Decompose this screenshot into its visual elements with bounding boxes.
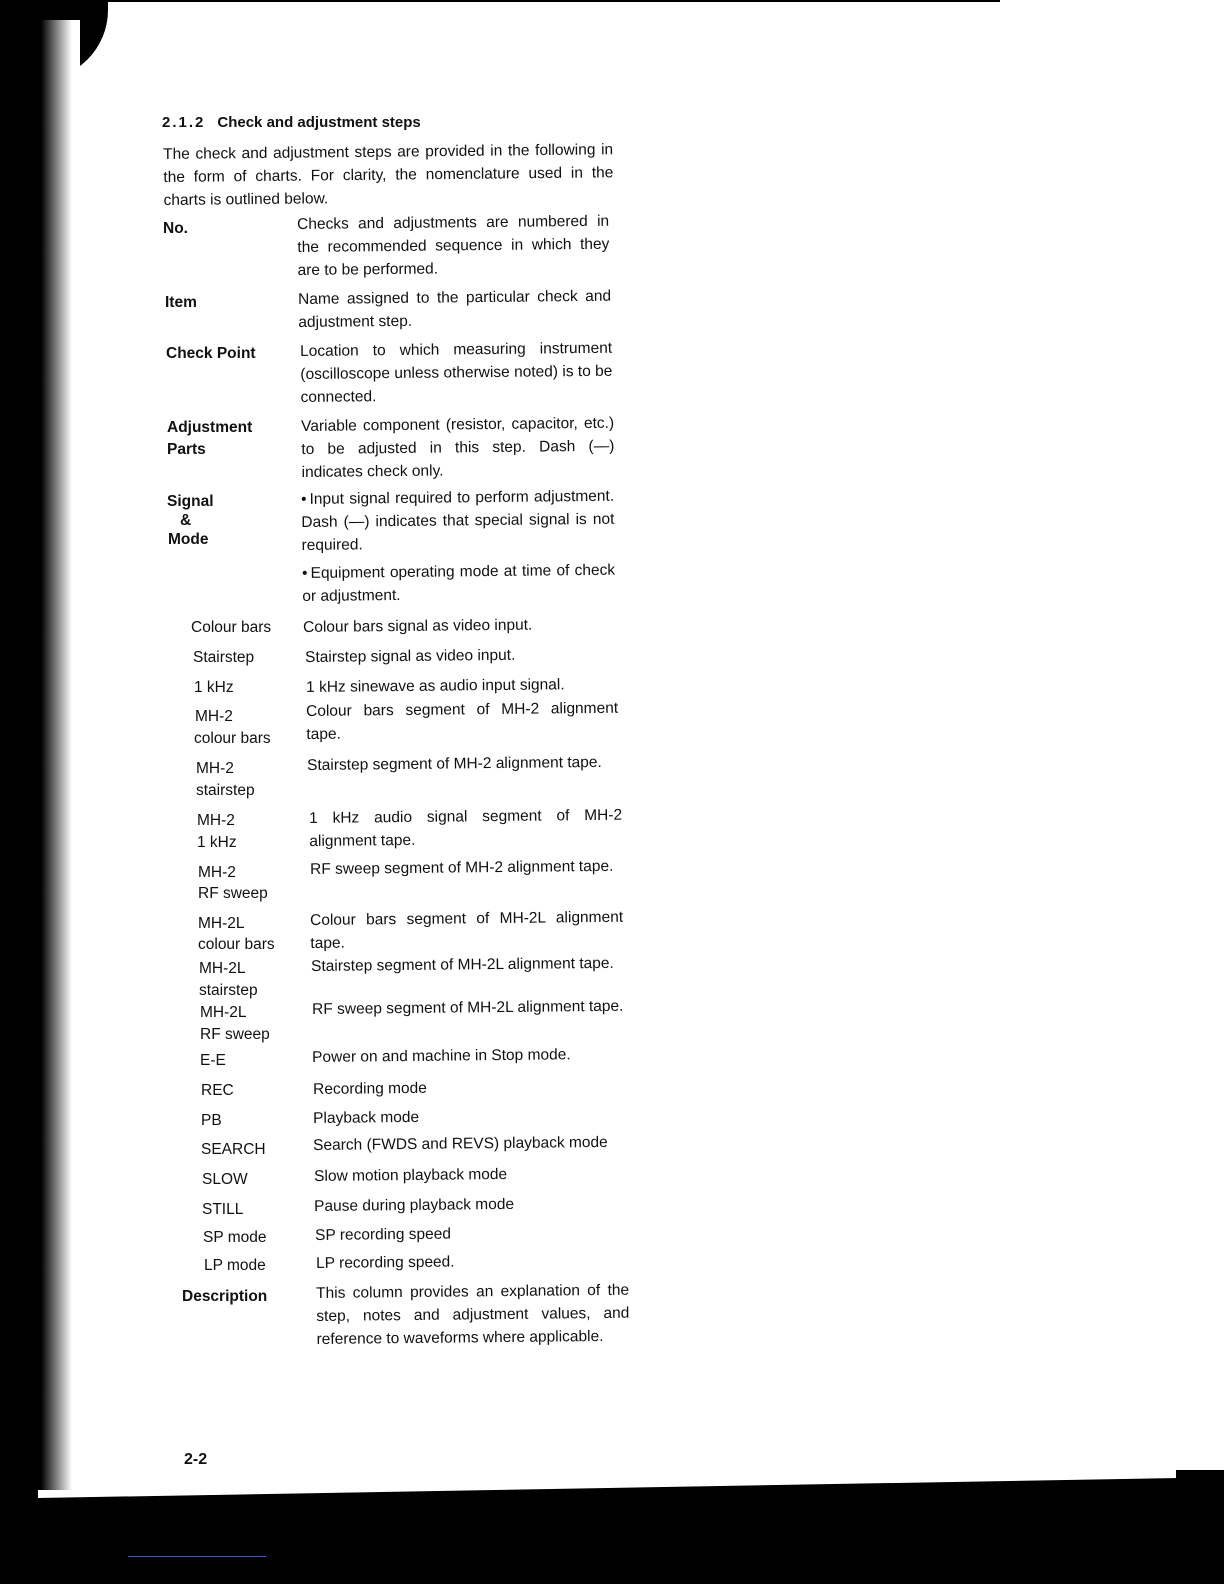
term-signal-bullet-2: • Equipment operating mode at time of check or adjustment. xyxy=(302,559,615,608)
section-number: 2.1.2 xyxy=(162,114,206,131)
mode-name: SP mode xyxy=(203,1229,267,1246)
term-signal-bullet-1: • Input signal required to perform adjustment. Dash (—) indicates that special signal is not required. xyxy=(301,485,615,557)
scan-border-left xyxy=(38,20,80,1490)
mode-name: MH-2 xyxy=(196,760,234,777)
mode-desc: Playback mode xyxy=(313,1108,420,1127)
term-description-label: Description xyxy=(182,1288,268,1305)
term-item-label: Item xyxy=(165,294,197,311)
term-mode-label: Mode xyxy=(168,531,209,548)
intro-paragraph: The check and adjustment steps are provided in the following in the form of charts. For clarity, the nomenclature used in the charts is outlined below. xyxy=(163,141,614,209)
term-description-desc: This column provides an explanation of the step, notes and adjustment values, and reference to waveforms where applicable. xyxy=(316,1281,630,1348)
mode-desc: Pause during playback mode xyxy=(314,1195,515,1215)
mode-name-line-2: colour bars xyxy=(198,936,275,953)
mode-name: MH-2L xyxy=(198,915,245,932)
term-check-point-desc: Location to which measuring instrument (oscilloscope unless otherwise noted) is to be connected. xyxy=(300,339,613,406)
term-no-label: No. xyxy=(163,220,188,237)
scan-border-top xyxy=(0,0,1000,2)
mode-name: 1 kHz xyxy=(194,679,234,696)
mode-name-line-2: RF sweep xyxy=(200,1026,270,1043)
page-number: 2-2 xyxy=(184,1451,208,1468)
mode-desc: 1 kHz sinewave as audio input signal. xyxy=(306,676,565,696)
term-adjustment-parts-desc: Variable component (resistor, capacitor, etc.) to be adjusted in this step. Dash (—) indicates check only. xyxy=(301,414,615,481)
mode-name: Stairstep xyxy=(193,649,255,666)
mode-name: PB xyxy=(201,1112,222,1129)
term-adjustment-parts-label-1: Adjustment xyxy=(167,419,253,436)
mode-name-line-2: stairstep xyxy=(199,982,258,999)
term-check-point-label: Check Point xyxy=(166,345,256,362)
mode-desc: Search (FWDS and REVS) playback mode xyxy=(313,1133,608,1154)
mode-name: STILL xyxy=(202,1201,244,1218)
scan-border-right xyxy=(1176,1470,1224,1584)
section-title: Check and adjustment steps xyxy=(217,114,421,131)
term-item-desc: Name assigned to the particular check and adjustment step. xyxy=(298,287,612,331)
section-heading xyxy=(162,114,421,131)
mode-name-line-2: 1 kHz xyxy=(197,834,237,851)
mode-name: LP mode xyxy=(204,1257,266,1274)
mode-desc: Slow motion playback mode xyxy=(314,1165,508,1185)
term-no-desc: Checks and adjustments are numbered in the recommended sequence in which they are to be performed. xyxy=(297,212,610,279)
mode-name: MH-2L xyxy=(199,960,246,977)
mode-desc: RF sweep segment of MH-2 alignment tape. xyxy=(310,857,614,878)
mode-name: MH-2 xyxy=(197,812,235,829)
mode-desc: Power on and machine in Stop mode. xyxy=(312,1046,571,1066)
mode-desc: RF sweep segment of MH-2L alignment tape. xyxy=(312,997,624,1018)
mode-desc: Stairstep segment of MH-2 alignment tape. xyxy=(307,753,602,774)
mode-desc: Colour bars segment of MH-2 alignment tape. xyxy=(306,699,619,743)
mode-name: Colour bars xyxy=(191,619,272,636)
mode-name-line-2: colour bars xyxy=(194,730,271,747)
mode-name: REC xyxy=(201,1082,234,1099)
term-ampersand-label: & xyxy=(180,512,192,529)
mode-desc: Colour bars signal as video input. xyxy=(303,616,533,636)
mode-desc: LP recording speed. xyxy=(316,1253,455,1272)
mode-desc: Stairstep segment of MH-2L alignment tape. xyxy=(311,954,614,975)
mode-name: MH-2 xyxy=(195,708,233,725)
mode-name: SLOW xyxy=(202,1171,248,1188)
mode-desc: Recording mode xyxy=(313,1079,427,1098)
scan-blue-line xyxy=(128,1556,266,1557)
term-signal-label: Signal xyxy=(167,493,214,510)
mode-name-line-2: stairstep xyxy=(196,782,255,799)
mode-name: MH-2L xyxy=(200,1004,247,1021)
mode-name: SEARCH xyxy=(201,1141,266,1158)
mode-desc: Colour bars segment of MH-2L alignment tape. xyxy=(310,908,624,952)
mode-name: E-E xyxy=(200,1052,226,1069)
mode-desc: 1 kHz audio signal segment of MH-2 alignment tape. xyxy=(309,806,623,850)
term-adjustment-parts-label-2: Parts xyxy=(167,441,206,458)
mode-name-line-2: RF sweep xyxy=(198,885,268,902)
mode-desc: Stairstep signal as video input. xyxy=(305,646,516,666)
mode-desc: SP recording speed xyxy=(315,1225,452,1244)
mode-name: MH-2 xyxy=(198,864,236,881)
